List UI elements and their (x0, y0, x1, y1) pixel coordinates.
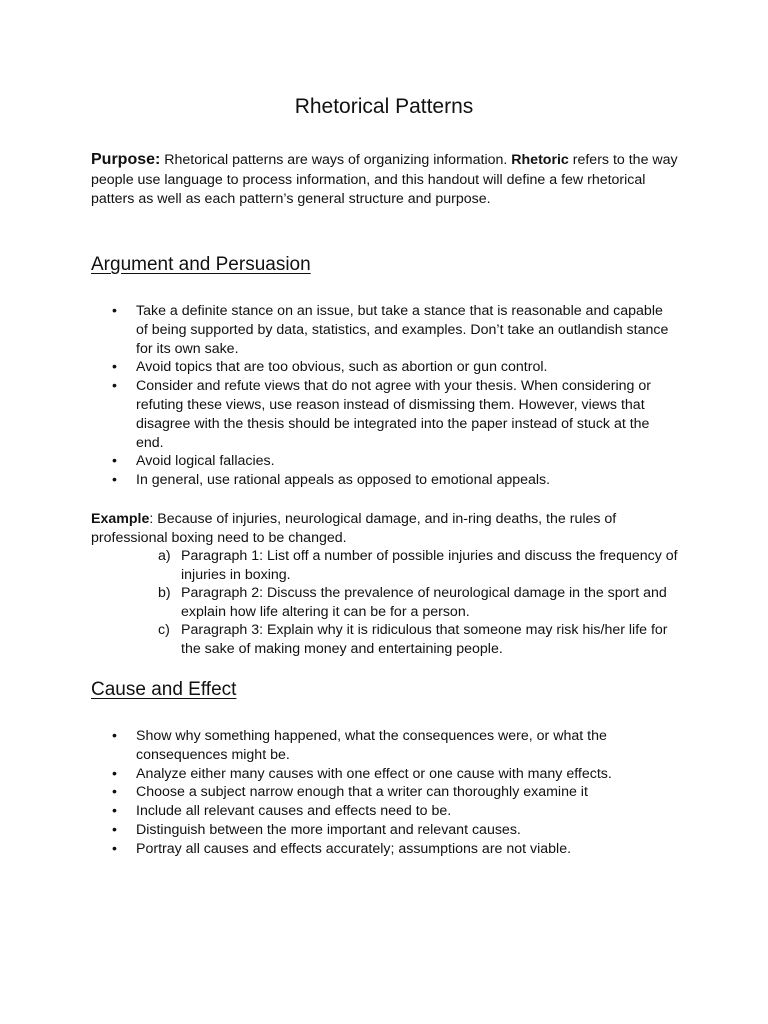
section-heading-cause: Cause and Effect (91, 679, 237, 700)
example-paragraph (91, 510, 681, 547)
example-paragraph-list (158, 547, 683, 658)
page-title: Rhetorical Patterns (294, 95, 474, 118)
list-item-text: Paragraph 1: List off a number of possible injuries and discuss the frequency of injuries in boxing. (181, 548, 678, 583)
bullet-text: Avoid topics that are too obvious, such as abortion or gun control. (136, 359, 548, 376)
cause-bullet-list (112, 727, 672, 859)
bullet-text: Choose a subject narrow enough that a writer can thoroughly examine it (136, 784, 588, 801)
list-marker: a) (158, 548, 171, 564)
bullet-icon: • (112, 840, 117, 857)
bullet-text: In general, use rational appeals as opposed to emotional appeals. (136, 472, 551, 489)
list-item (158, 584, 683, 621)
bullet-text: Include all relevant causes and effects need to be. (136, 803, 452, 820)
list-item (112, 802, 672, 821)
bullet-text: Take a definite stance on an issue, but take a stance that is reasonable and capable of being supported by data, statistics, and examples. Don’t take an outlandish stance for its own sake. (136, 303, 669, 357)
bullet-text: Consider and refute views that do not agree with your thesis. When considering or refuting these views, use reason instead of dismissing them. However, views that disagree with the thesis should be integrated into the paper instead of stuck at the end. (136, 378, 651, 451)
example-text: : Because of injuries, neurological damage, and in-ring deaths, the rules of professional boxing need to be changed. (91, 511, 617, 546)
bullet-icon: • (112, 472, 117, 489)
bullet-icon: • (112, 728, 117, 744)
purpose-text-2: refers to the way people use language to process information, and this handout will define a few rhetorical patters as well as each pattern’s general structure and purpose. (91, 152, 678, 207)
bullet-icon: • (112, 359, 117, 376)
list-item (112, 727, 672, 765)
bullet-text: Portray all causes and effects accurately; assumptions are not viable. (136, 840, 572, 857)
list-item-text: Paragraph 3: Explain why it is ridiculous that someone may risk his/her life for the sake of making money and entertaining people. (181, 622, 668, 657)
purpose-bold-word: Rhetoric (511, 152, 569, 168)
bullet-icon: • (112, 303, 117, 319)
list-item (158, 547, 683, 584)
bullet-icon: • (112, 821, 117, 838)
list-item (112, 452, 672, 471)
bullet-icon: • (112, 453, 117, 470)
section-heading-argument: Argument and Persuasion (91, 254, 311, 275)
bullet-text: Avoid logical fallacies. (136, 453, 275, 470)
bullet-icon: • (112, 784, 117, 801)
purpose-text-1: Rhetorical patterns are ways of organizing information. (160, 152, 512, 168)
example-label: Example (91, 511, 150, 527)
purpose-label: Purpose: (91, 151, 161, 168)
bullet-icon: • (112, 803, 117, 820)
bullet-text: Show why something happened, what the consequences were, or what the consequences might be. (136, 728, 607, 763)
bullet-text: Distinguish between the more important and relevant causes. (136, 821, 521, 838)
list-item (158, 621, 683, 658)
list-item (112, 377, 672, 452)
list-item (112, 358, 672, 377)
list-marker: c) (158, 622, 170, 638)
list-item (112, 783, 672, 802)
list-item (112, 765, 672, 784)
argument-bullet-list (112, 302, 672, 490)
list-item (112, 471, 672, 490)
bullet-text: Analyze either many causes with one effect or one cause with many effects. (136, 765, 612, 782)
list-item-text: Paragraph 2: Discuss the prevalence of neurological damage in the sport and explain how life altering it can be for a person. (181, 585, 667, 620)
bullet-icon: • (112, 378, 117, 395)
purpose-paragraph (91, 150, 681, 210)
list-item (112, 302, 672, 358)
list-item (112, 821, 672, 840)
bullet-icon: • (112, 765, 117, 782)
list-item (112, 840, 672, 859)
list-marker: b) (158, 585, 171, 601)
